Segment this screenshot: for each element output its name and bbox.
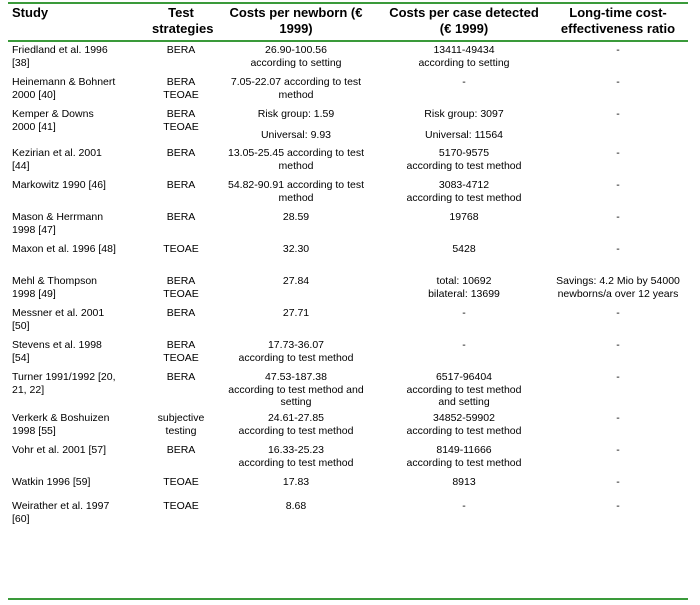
- cell-cost-per-case: [380, 106, 548, 145]
- cell-cost-effectiveness: [548, 209, 688, 241]
- cell-test-strategy: [150, 474, 212, 498]
- cell-study: [8, 106, 150, 145]
- cell-text-line: 1998 [49]: [12, 287, 56, 300]
- cell-text-line: 54.82-90.91 according to test: [227, 179, 364, 191]
- table-row: [8, 42, 688, 74]
- cell-text-line: Mehl & Thompson: [12, 275, 98, 287]
- line-spacer: [382, 121, 546, 129]
- table-header-row: [8, 4, 688, 42]
- cell-text-line: BERA: [166, 147, 196, 159]
- cell-text-line: according to setting: [250, 56, 342, 69]
- header-cost-effectiveness: Long-time cost-effectiveness ratio: [560, 5, 676, 36]
- table-row: [8, 241, 688, 273]
- table-row: [8, 442, 688, 474]
- cell-text-line: 8149-11666: [436, 444, 492, 456]
- cell-text-line: TEOAE: [163, 476, 199, 488]
- cell-text-line: TEOAE: [163, 120, 199, 133]
- cell-text-line: -: [616, 476, 620, 488]
- cell-text-line: Vohr et al. 2001 [57]: [12, 444, 106, 456]
- cell-study: [8, 369, 150, 410]
- cell-text-line: 2000 [41]: [12, 120, 56, 133]
- cell-cost-effectiveness: [548, 337, 688, 369]
- cell-text-line: Friedland et al. 1996: [12, 44, 108, 56]
- cell-text-line: Risk group: 1.59: [257, 108, 335, 120]
- cell-text-line: -: [616, 500, 620, 512]
- cell-text-line: -: [616, 307, 620, 319]
- cell-study: [8, 145, 150, 177]
- cell-cost-effectiveness: [548, 273, 688, 305]
- cell-text-line: testing: [165, 424, 197, 437]
- cell-text-line: method: [278, 191, 314, 204]
- cell-cost-per-case: [380, 273, 548, 305]
- cell-test-strategy: [150, 442, 212, 474]
- cell-text-line: according to test method: [406, 159, 522, 172]
- cell-text-line: and setting: [438, 396, 490, 409]
- cell-text-line: 19768: [449, 211, 479, 223]
- table-body: [8, 42, 688, 530]
- cell-text-line: 2000 [40]: [12, 88, 56, 101]
- cell-text-line: 26.90-100.56: [265, 44, 327, 56]
- cell-cost-per-newborn: [212, 42, 380, 74]
- header-study: Study: [12, 5, 49, 20]
- cell-text-line: 24.61-27.85: [267, 412, 325, 424]
- cell-cost-per-newborn: [212, 106, 380, 145]
- cell-text-line: 28.59: [282, 211, 310, 223]
- cell-text-line: TEOAE: [163, 351, 199, 364]
- cell-text-line: TEOAE: [163, 88, 199, 101]
- cell-text-line: 32.30: [282, 243, 310, 255]
- cell-study: [8, 337, 150, 369]
- cell-test-strategy: [150, 305, 212, 337]
- cell-text-line: [54]: [12, 351, 30, 364]
- cell-text-line: TEOAE: [163, 287, 199, 300]
- cell-text-line: [38]: [12, 56, 30, 69]
- cell-text-line: BERA: [166, 307, 196, 319]
- cell-study: [8, 498, 150, 530]
- cell-text-line: -: [616, 243, 620, 255]
- cell-study: [8, 177, 150, 209]
- cell-text-line: according to test method: [238, 424, 354, 437]
- table-row: [8, 74, 688, 106]
- cell-text-line: 8.68: [285, 500, 307, 512]
- cell-test-strategy: [150, 498, 212, 530]
- cell-text-line: -: [462, 76, 466, 88]
- cell-cost-per-case: [380, 369, 548, 410]
- cell-cost-per-newborn: [212, 410, 380, 442]
- cell-text-line: 34852-59902: [433, 412, 495, 424]
- table-row: [8, 369, 688, 410]
- table-row: [8, 474, 688, 498]
- cell-cost-per-case: [380, 305, 548, 337]
- cell-study: [8, 209, 150, 241]
- cell-text-line: BERA: [166, 275, 196, 287]
- cell-text-line: Watkin 1996 [59]: [12, 476, 91, 488]
- cell-text-line: -: [616, 147, 620, 159]
- cell-text-line: 13411-49434: [433, 44, 495, 56]
- header-costs-per-case: Costs per case detected (€ 1999): [389, 5, 539, 36]
- table-bottom-rule: [8, 598, 688, 600]
- cell-test-strategy: [150, 106, 212, 145]
- cell-text-line: -: [462, 307, 466, 319]
- cell-cost-effectiveness: [548, 177, 688, 209]
- cell-cost-per-case: [380, 145, 548, 177]
- cell-test-strategy: [150, 241, 212, 273]
- cell-text-line: BERA: [166, 211, 196, 223]
- cell-text-line: 17.83: [282, 476, 310, 488]
- cell-text-line: Risk group: 3097: [424, 108, 504, 120]
- line-spacer: [214, 121, 378, 129]
- cell-cost-per-case: [380, 442, 548, 474]
- cell-cost-effectiveness: [548, 145, 688, 177]
- cell-text-line: 1998 [55]: [12, 424, 56, 437]
- cell-cost-per-newborn: [212, 145, 380, 177]
- cell-cost-per-newborn: [212, 305, 380, 337]
- cell-text-line: -: [616, 44, 620, 56]
- cell-text-line: 27.71: [282, 307, 310, 319]
- cell-text-line: 8913: [452, 476, 476, 488]
- cell-study: [8, 74, 150, 106]
- cell-cost-effectiveness: [548, 442, 688, 474]
- cell-text-line: according to test method: [238, 351, 354, 364]
- cell-cost-per-newborn: [212, 337, 380, 369]
- cell-text-line: Universal: 11564: [424, 128, 504, 141]
- cell-text-line: [50]: [12, 319, 30, 332]
- cell-text-line: -: [616, 339, 620, 351]
- table-row: [8, 337, 688, 369]
- cell-cost-per-newborn: [212, 498, 380, 530]
- cell-text-line: according to test method: [238, 456, 354, 469]
- cell-text-line: 5428: [452, 243, 476, 255]
- cell-study: [8, 273, 150, 305]
- cell-cost-effectiveness: [548, 369, 688, 410]
- cell-text-line: 17.73-36.07: [267, 339, 325, 351]
- cell-text-line: newborns/a over 12 years: [557, 287, 679, 300]
- cell-test-strategy: [150, 209, 212, 241]
- cell-text-line: -: [616, 412, 620, 424]
- table-row: [8, 209, 688, 241]
- table-row: [8, 305, 688, 337]
- cell-text-line: 1998 [47]: [12, 223, 56, 236]
- cell-text-line: according to test method and: [228, 383, 364, 396]
- cell-cost-per-case: [380, 177, 548, 209]
- cell-test-strategy: [150, 369, 212, 410]
- cell-test-strategy: [150, 145, 212, 177]
- cell-text-line: -: [462, 500, 466, 512]
- table-row: [8, 145, 688, 177]
- cell-text-line: BERA: [166, 371, 196, 383]
- cell-text-line: Mason & Herrmann: [12, 211, 104, 223]
- cell-test-strategy: [150, 177, 212, 209]
- cell-text-line: Messner et al. 2001: [12, 307, 105, 319]
- header-test-strategies: Test strategies: [152, 5, 214, 36]
- cell-text-line: BERA: [166, 44, 196, 56]
- cell-text-line: subjective: [157, 412, 205, 424]
- cell-cost-per-case: [380, 241, 548, 273]
- cell-text-line: -: [616, 108, 620, 120]
- cell-test-strategy: [150, 273, 212, 305]
- cell-text-line: Turner 1991/1992 [20,: [12, 371, 116, 383]
- cell-text-line: according to test method: [406, 191, 522, 204]
- cell-text-line: BERA: [166, 76, 196, 88]
- cell-text-line: [44]: [12, 159, 30, 172]
- cell-text-line: according to test method: [406, 456, 522, 469]
- cell-study: [8, 42, 150, 74]
- cell-text-line: Verkerk & Boshuizen: [12, 412, 110, 424]
- cell-text-line: BERA: [166, 108, 196, 120]
- cell-cost-effectiveness: [548, 474, 688, 498]
- cell-text-line: Universal: 9.93: [260, 128, 332, 141]
- cell-cost-per-newborn: [212, 209, 380, 241]
- cell-cost-per-newborn: [212, 369, 380, 410]
- cell-text-line: -: [616, 211, 620, 223]
- cell-cost-effectiveness: [548, 106, 688, 145]
- cell-cost-per-newborn: [212, 241, 380, 273]
- cell-text-line: 27.84: [282, 275, 310, 287]
- cell-text-line: Markowitz 1990 [46]: [12, 179, 106, 191]
- cell-cost-per-newborn: [212, 74, 380, 106]
- cell-text-line: -: [616, 76, 620, 88]
- cell-text-line: -: [616, 179, 620, 191]
- cell-text-line: TEOAE: [163, 500, 199, 512]
- cell-text-line: method: [278, 159, 314, 172]
- cell-text-line: 16.33-25.23: [267, 444, 325, 456]
- cell-study: [8, 442, 150, 474]
- cell-test-strategy: [150, 74, 212, 106]
- cell-text-line: BERA: [166, 339, 196, 351]
- cost-effectiveness-table: [8, 4, 688, 530]
- cell-test-strategy: [150, 410, 212, 442]
- cell-text-line: Maxon et al. 1996 [48]: [12, 243, 116, 255]
- cell-study: [8, 305, 150, 337]
- cell-cost-effectiveness: [548, 305, 688, 337]
- table-row: [8, 177, 688, 209]
- table-row: [8, 498, 688, 530]
- table-row: [8, 273, 688, 305]
- cell-cost-effectiveness: [548, 241, 688, 273]
- cell-text-line: Kezirian et al. 2001: [12, 147, 102, 159]
- cell-text-line: 47.53-187.38: [265, 371, 327, 383]
- cell-study: [8, 241, 150, 273]
- cell-text-line: bilateral: 13699: [428, 287, 500, 300]
- cell-cost-effectiveness: [548, 498, 688, 530]
- cell-text-line: according to test method: [406, 383, 522, 396]
- cell-test-strategy: [150, 337, 212, 369]
- cell-cost-per-case: [380, 74, 548, 106]
- cell-study: [8, 410, 150, 442]
- cell-text-line: -: [616, 444, 620, 456]
- cell-text-line: 13.05-25.45 according to test: [227, 147, 364, 159]
- table-row: [8, 410, 688, 442]
- cell-text-line: -: [462, 339, 466, 351]
- cell-cost-per-case: [380, 474, 548, 498]
- cell-cost-effectiveness: [548, 42, 688, 74]
- cell-cost-per-newborn: [212, 474, 380, 498]
- table-row: [8, 106, 688, 145]
- cell-test-strategy: [150, 42, 212, 74]
- cell-cost-per-case: [380, 498, 548, 530]
- cell-text-line: Savings: 4.2 Mio by 54000: [556, 275, 680, 287]
- cell-text-line: according to setting: [418, 56, 510, 69]
- cell-text-line: 7.05-22.07 according to test: [230, 76, 362, 88]
- cell-text-line: Stevens et al. 1998: [12, 339, 102, 351]
- cell-text-line: total: 10692: [436, 275, 492, 287]
- cell-text-line: Weirather et al. 1997: [12, 500, 110, 512]
- cell-text-line: TEOAE: [163, 243, 199, 255]
- cell-text-line: 5170-9575: [438, 147, 490, 159]
- cell-cost-per-case: [380, 337, 548, 369]
- cell-text-line: Kemper & Downs: [12, 108, 94, 120]
- cell-cost-per-case: [380, 42, 548, 74]
- cell-text-line: 3083-4712: [438, 179, 490, 191]
- header-costs-per-newborn: Costs per newborn (€ 1999): [229, 5, 363, 36]
- cell-cost-effectiveness: [548, 410, 688, 442]
- cell-cost-per-newborn: [212, 442, 380, 474]
- cell-text-line: method: [278, 88, 314, 101]
- cell-text-line: 21, 22]: [12, 383, 45, 396]
- cell-cost-per-newborn: [212, 177, 380, 209]
- cell-text-line: 6517-96404: [435, 371, 493, 383]
- cell-cost-per-case: [380, 410, 548, 442]
- cell-text-line: according to test method: [406, 424, 522, 437]
- cell-text-line: BERA: [166, 179, 196, 191]
- cell-text-line: setting: [280, 396, 312, 409]
- cell-cost-per-case: [380, 209, 548, 241]
- cell-cost-per-newborn: [212, 273, 380, 305]
- cell-text-line: [60]: [12, 512, 30, 525]
- cell-text-line: -: [616, 371, 620, 383]
- cell-text-line: BERA: [166, 444, 196, 456]
- cell-text-line: Heinemann & Bohnert: [12, 76, 116, 88]
- cell-cost-effectiveness: [548, 74, 688, 106]
- cell-study: [8, 474, 150, 498]
